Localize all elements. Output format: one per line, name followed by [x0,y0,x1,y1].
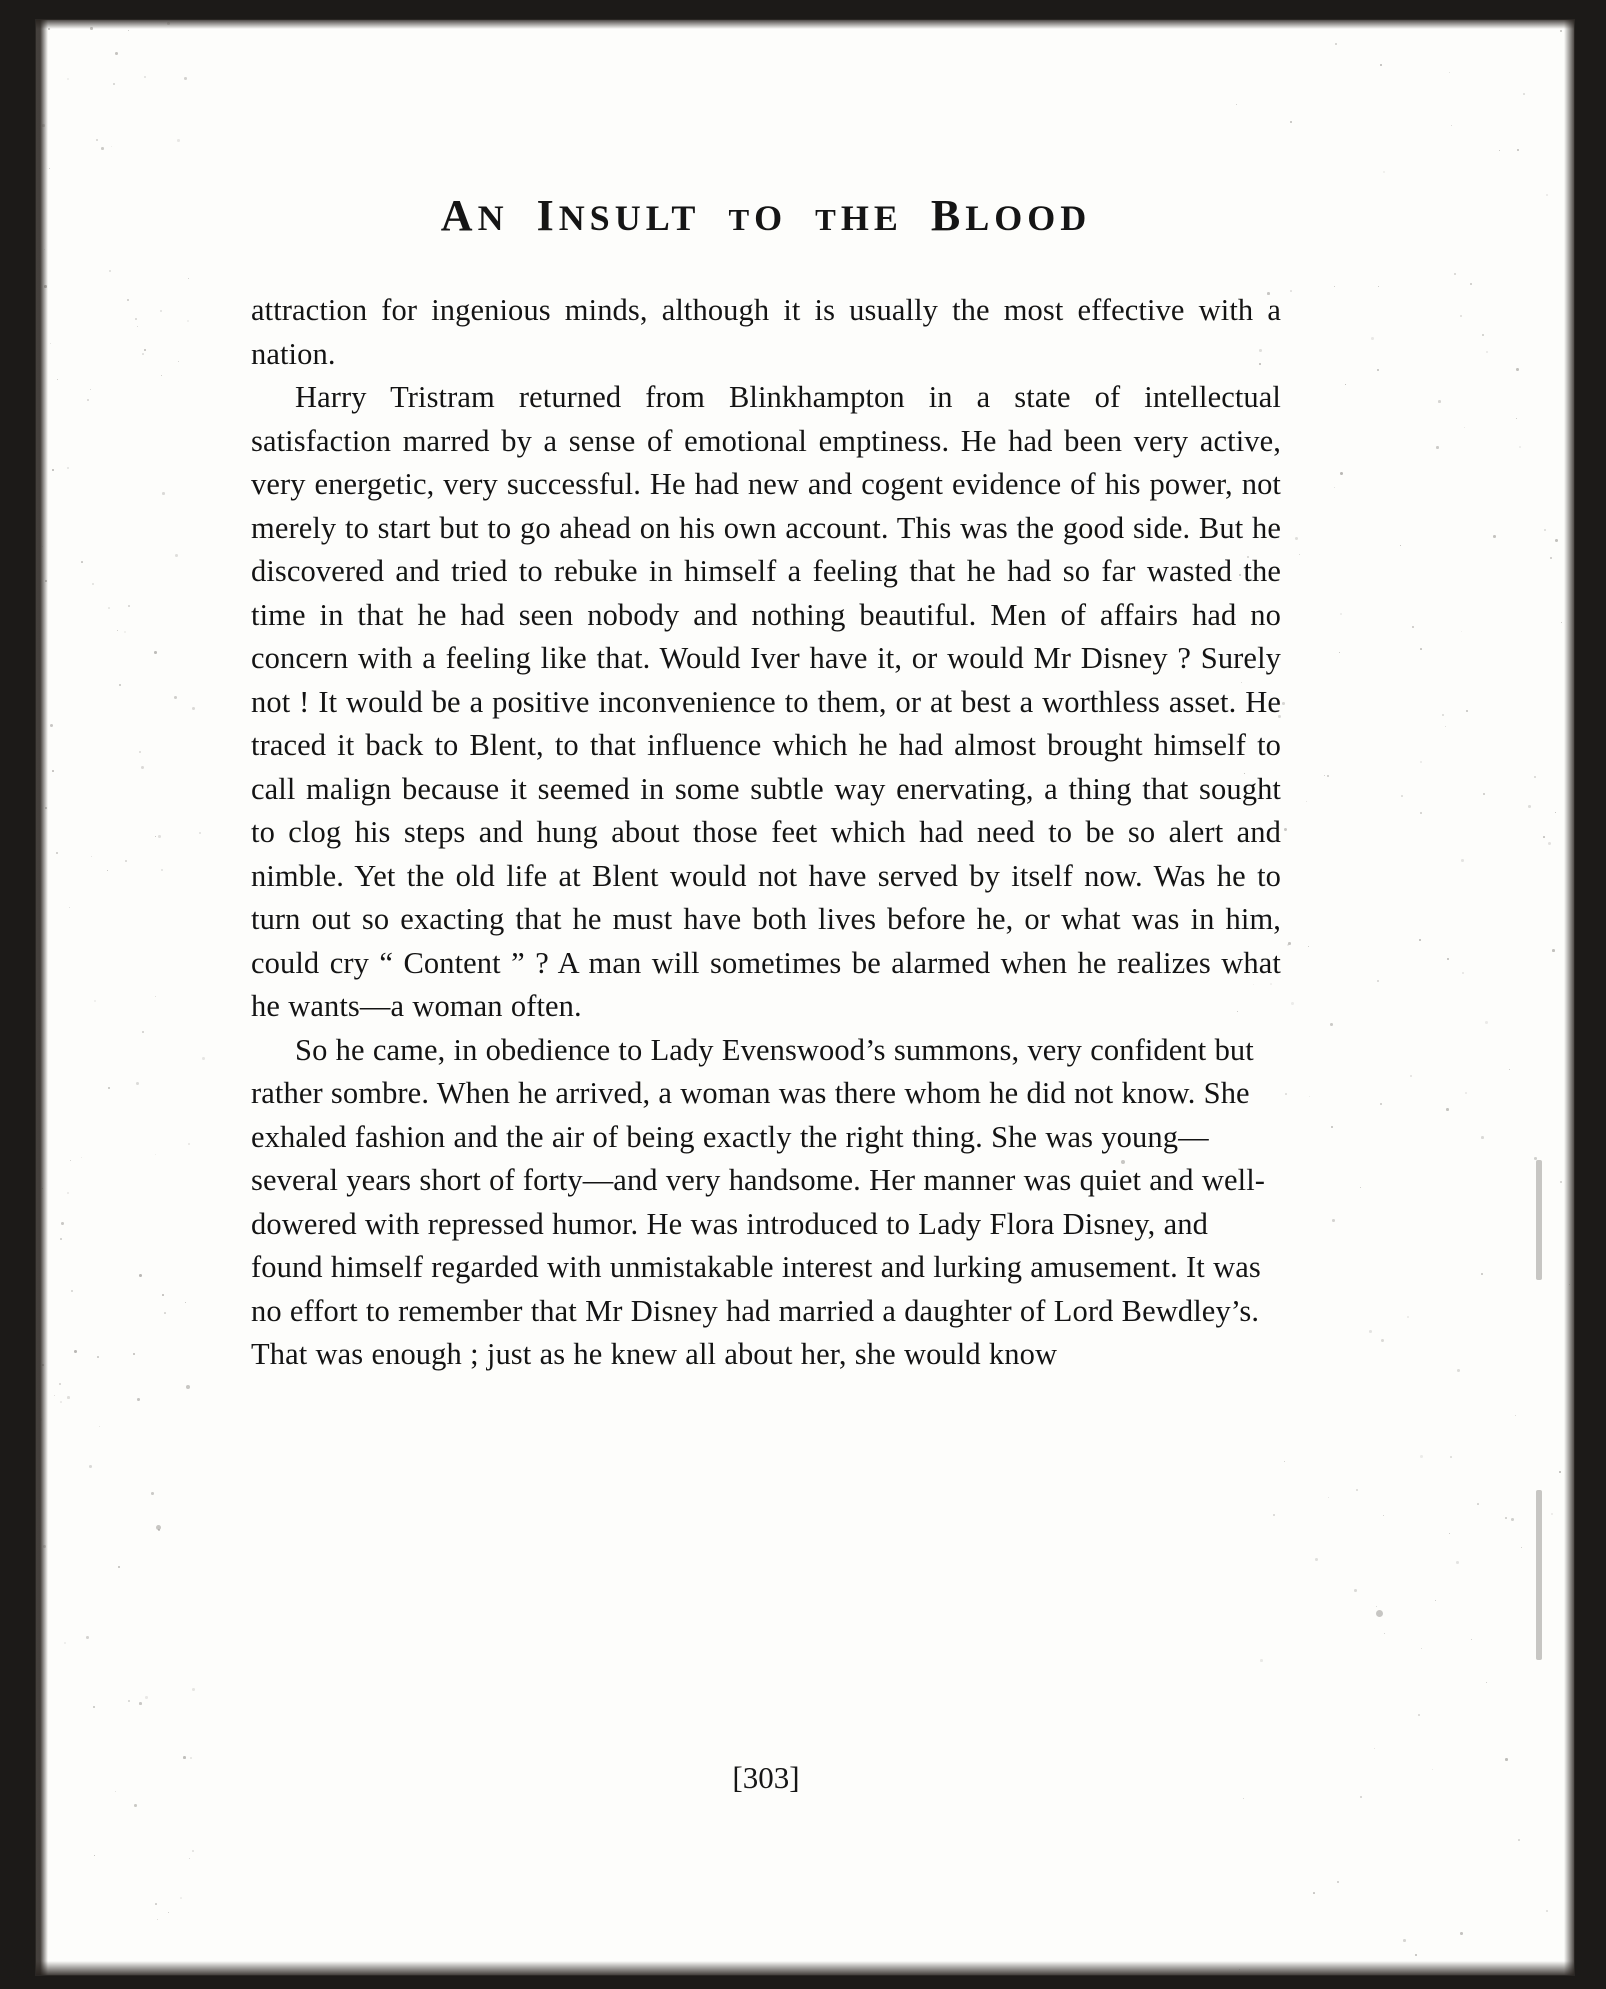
page-text-column [251,190,1281,1377]
page-edge-left [36,20,48,1975]
page-edge-top [36,20,1574,29]
scanned-page [36,20,1574,1975]
page-number: [303] [732,1760,800,1795]
running-head-text: AN INSULT tO tHE BLOOD [440,191,1092,240]
paragraph-3: So he came, in obedience to Lady Evenswood’s summons, very confident but rather sombre. When he arrived, a woman was there whom he did not know. She exhaled fashion and the air of being exactly the right thing. She was young—several years short of forty—and very handsome. Her manner was quiet and well-dowered with repressed humor. He was introduced to Lady Flora Disney, and found himself regarded with unmistakable interest and lurking amusement. It was no effort to remember that Mr Disney had married a daughter of Lord Bewdley’s. That was enough ; just as he knew all about her, she would know [251,1032,1266,1371]
running-head [251,190,1281,241]
page-edge-bottom [36,1961,1574,1975]
paragraph-2: Harry Tristram returned from Blinkhampton in a state of intellectual satisfaction marred by a sense of emotional emptiness. He had been very active, very energetic, very successful. He had new and cogent evidence of his power, not merely to start but to go ahead on his own account. This was the good side. But he discovered and tried to rebuke in himself a feeling that he had so far wasted the time in that he had seen nobody and nothing beautiful. Men of affairs had no concern with a feeling like that. Would Iver have it, or would Mr Disney ? Surely not ! It would be a positive inconvenience to them, or at best a worthless asset. He traced it back to Blent, to that influence which he had almost brought himself to call malign because it seemed in some subtle way enervating, a thing that sought to clog his steps and hung about those feet which had need to be so alert and nimble. Yet the old life at Blent would not have served by itself now. Was he to turn out so exacting that he must have both lives before he, or what was in him, could cry “ Content ” ? A man will sometimes be alarmed when he realizes what he wants—a woman often. [251,380,1281,1023]
paragraph-1: attraction for ingenious minds, although it is usually the most effective with a nation. [251,293,1281,371]
page-edge-right [1564,20,1574,1975]
